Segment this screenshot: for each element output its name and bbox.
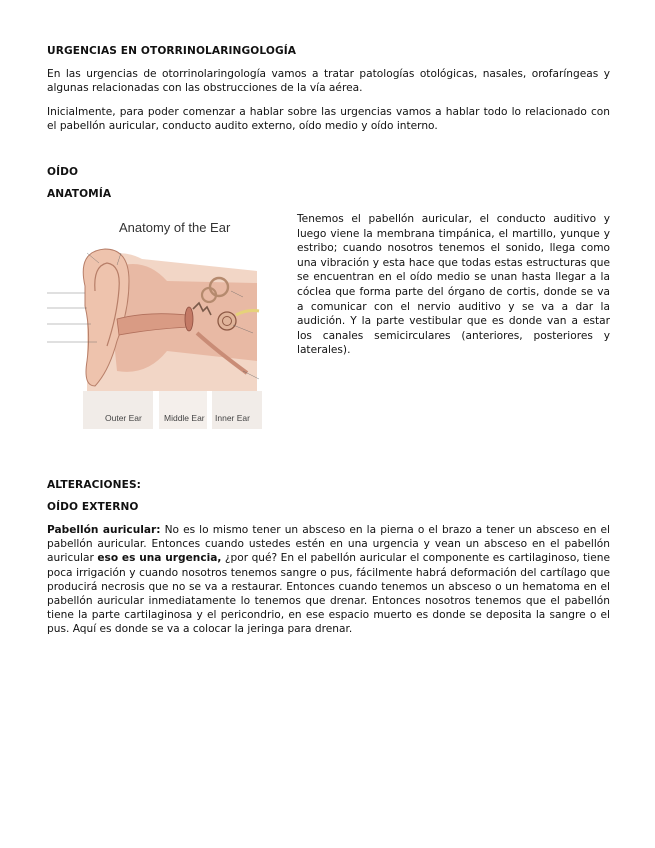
pabellon-emphasis: eso es una urgencia, — [97, 552, 222, 565]
pabellon-text-b: ¿por qué? En el pabellón auricular el componente es cartilaginoso, tiene poca irrigación y cuando nosotros tenemos sangre o pus, fácilmente habrá deformación del cartílago que producirá necrosis que no se va a restaurar. Entonces cuando tenemos un absceso o un hematoma en el pabellón auricular inmediatamente lo tenemos que drenar. Entonces nosotros tenemos que el pabellón tiene la parte cartilaginosa y el pericondrio, en ese espacio muerto es donde se deposita la sangre o el pus. Aquí es donde se va a colocar la jeringa para drenar. — [47, 552, 611, 636]
anatomy-description: Tenemos el pabellón auricular, el conducto auditivo y luego viene la membrana timpánica, el martillo, yunque y estribo; cuando nosotros tenemos el sonido, llega como una vibración y esta hace que todas estas estructuras que se encuentran en el oído medio se unan hasta llegar a la cóclea que forma parte del órgano de cortis, donde se va a comunicar con el nervio auditivo y se va a dar la audición. Y la parte vestibular que es donde van a estar los canales semicirculares (anteriores, posteriores y laterales). — [297, 213, 610, 357]
intro-paragraph-2: Inicialmente, para poder comenzar a hablar sobre las urgencias vamos a hablar todo lo relacionado con el pabellón auricular, conducto audito externo, oído medio y oído interno. — [47, 106, 610, 133]
pabellon-text-a: No es lo mismo tener un absceso en la pierna o el brazo a tener un absceso en el pabellón auricular. Entonces cuando ustedes estén en una urgencia y vean un absceso en el pabellón auricular — [47, 524, 610, 565]
pabellon-paragraph — [47, 523, 610, 637]
section-heading-oido-externo: OÍDO EXTERNO — [47, 501, 139, 513]
figure-title: Anatomy of the Ear — [119, 220, 231, 235]
section-heading-oido: OÍDO — [47, 166, 79, 178]
section-heading-alteraciones: ALTERACIONES: — [47, 479, 142, 491]
region-label-inner-ear: Inner Ear — [215, 413, 250, 423]
document-title: URGENCIAS EN OTORRINOLARINGOLOGÍA — [47, 45, 297, 57]
pabellon-term: Pabellón auricular: — [47, 524, 161, 536]
ear-anatomy-illustration — [47, 211, 262, 429]
region-label-middle-ear: Middle Ear — [164, 413, 205, 423]
intro-paragraph-1: En las urgencias de otorrinolaringología vamos a tratar patologías otológicas, nasales, orofaríngeas y algunas relacionadas con las obstrucciones de la vía aérea. — [47, 68, 610, 95]
ear-anatomy-figure — [47, 211, 262, 429]
region-label-outer-ear: Outer Ear — [105, 413, 142, 423]
section-heading-anatomia: ANATOMÍA — [47, 188, 112, 200]
